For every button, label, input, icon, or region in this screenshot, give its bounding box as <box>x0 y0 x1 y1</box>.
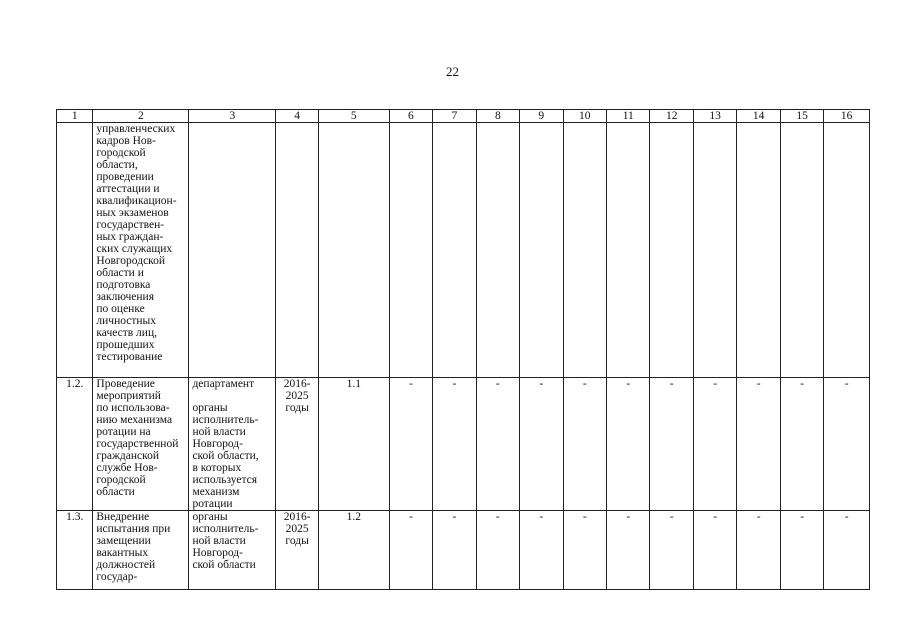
column-header-12: 12 <box>650 110 693 123</box>
cell-text-line: по оценке <box>96 303 145 315</box>
cell-text-line: подготовка <box>96 279 151 291</box>
cell-text-line: личностных <box>96 315 157 327</box>
cell-text-line: Новгород- <box>192 547 243 559</box>
indicator-number: 1.1 <box>318 378 389 511</box>
cell-text-line: ных экзаменов <box>96 207 169 219</box>
column-header-11: 11 <box>607 110 650 123</box>
cell-text-line: 2016- <box>283 511 311 523</box>
cell-text-line: Внедрение <box>96 511 150 523</box>
cell-text-line: аттестации и <box>96 183 160 195</box>
value-cell: - <box>389 511 432 590</box>
measure-name <box>93 378 189 511</box>
value-cell: - <box>563 378 606 511</box>
cell-text-line: области и <box>96 267 144 279</box>
value-cell: - <box>650 378 693 511</box>
measures-table <box>56 109 870 590</box>
period <box>276 378 318 511</box>
value-cell: - <box>780 511 823 590</box>
cell-text-line: Новгородской <box>96 255 166 267</box>
value-cell: - <box>607 378 650 511</box>
value-cell <box>476 123 519 378</box>
measure-name <box>93 511 189 590</box>
column-header-15: 15 <box>780 110 823 123</box>
cell-text-line: ской области <box>192 559 256 571</box>
cell-text-line: тестирование <box>96 351 163 363</box>
cell-text-line: вакантных <box>96 547 149 559</box>
cell-text-line: механизм <box>192 486 240 498</box>
value-cell: - <box>737 511 780 590</box>
column-header-8: 8 <box>476 110 519 123</box>
indicator-number <box>318 123 389 378</box>
cell-text-line: государственной <box>96 438 179 450</box>
cell-text-line: ской области, <box>192 450 259 462</box>
cell-text-line: мероприятий <box>96 390 161 402</box>
table-row <box>57 123 870 378</box>
value-cell <box>737 123 780 378</box>
value-cell: - <box>520 511 563 590</box>
cell-text-line: квалификацион- <box>96 195 177 207</box>
value-cell: - <box>824 378 870 511</box>
value-cell: - <box>693 511 736 590</box>
cell-text-line: прошедших <box>96 339 155 351</box>
cell-text-line: заключения <box>96 291 155 303</box>
cell-text-line: исполнитель- <box>192 523 259 535</box>
value-cell <box>389 123 432 378</box>
column-header-6: 6 <box>389 110 432 123</box>
cell-text-line: ротации <box>192 498 233 510</box>
cell-text-line: по использова- <box>96 402 170 414</box>
value-cell <box>650 123 693 378</box>
cell-text-line: годы <box>285 535 309 547</box>
value-cell <box>824 123 870 378</box>
value-cell: - <box>650 511 693 590</box>
measure-number: 1.2. <box>57 378 93 511</box>
cell-text-line: нию механизма <box>96 414 173 426</box>
cell-text-line: области, <box>96 159 138 171</box>
cell-text-line: годы <box>285 402 309 414</box>
value-cell: - <box>476 511 519 590</box>
cell-text-line: испытания при <box>96 523 171 535</box>
header-row <box>57 110 870 123</box>
table-row <box>57 378 870 511</box>
value-cell <box>520 123 563 378</box>
value-cell: - <box>520 378 563 511</box>
column-header-7: 7 <box>433 110 476 123</box>
value-cell: - <box>737 378 780 511</box>
executor <box>189 378 276 511</box>
measure-number: 1.3. <box>57 511 93 590</box>
cell-text-line: замещении <box>96 535 151 547</box>
cell-text-line: используется <box>192 474 258 486</box>
value-cell: - <box>433 511 476 590</box>
value-cell <box>693 123 736 378</box>
table-body <box>57 123 870 590</box>
column-header-3: 3 <box>189 110 276 123</box>
table-row <box>57 511 870 590</box>
value-cell <box>780 123 823 378</box>
value-cell: - <box>389 378 432 511</box>
column-header-16: 16 <box>824 110 870 123</box>
cell-text-line: 2016- <box>283 378 311 390</box>
column-header-1: 1 <box>57 110 93 123</box>
cell-text-line: кадров Нов- <box>96 135 156 147</box>
value-cell: - <box>433 378 476 511</box>
cell-text-line: городской <box>96 147 146 159</box>
value-cell: - <box>476 378 519 511</box>
measure-number <box>57 123 93 378</box>
cell-text-line: в которых <box>192 462 242 474</box>
indicator-number: 1.2 <box>318 511 389 590</box>
cell-text-line: Новгород- <box>192 438 243 450</box>
cell-text-line: ских служащих <box>96 243 173 255</box>
value-cell <box>433 123 476 378</box>
cell-text-line: области <box>96 486 135 498</box>
cell-text-line: органы <box>192 402 228 414</box>
value-cell: - <box>824 511 870 590</box>
column-header-10: 10 <box>563 110 606 123</box>
value-cell: - <box>780 378 823 511</box>
column-header-9: 9 <box>520 110 563 123</box>
page-number: 22 <box>446 64 459 79</box>
column-header-2: 2 <box>93 110 189 123</box>
cell-text-line: исполнитель- <box>192 414 259 426</box>
cell-text-line: ной власти <box>192 535 246 547</box>
executor <box>189 511 276 590</box>
column-header-5: 5 <box>318 110 389 123</box>
cell-text-line: качеств лиц, <box>96 327 157 339</box>
cell-text-line: Проведение <box>96 378 155 390</box>
cell-text-line: 2025 <box>285 523 309 535</box>
cell-text-line: ротации на <box>96 426 151 438</box>
cell-text-line: управленческих <box>96 123 176 135</box>
cell-text-line: проведении <box>96 171 154 183</box>
cell-text-line: государствен- <box>96 219 165 231</box>
executor <box>189 123 276 378</box>
column-header-4: 4 <box>276 110 318 123</box>
value-cell: - <box>693 378 736 511</box>
cell-text-line: 2025 <box>285 390 309 402</box>
cell-text-line: ной власти <box>192 426 246 438</box>
cell-text-line: должностей <box>96 559 156 571</box>
cell-text-line: городской <box>96 474 146 486</box>
cell-text-line: органы <box>192 511 228 523</box>
column-header-14: 14 <box>737 110 780 123</box>
value-cell: - <box>563 511 606 590</box>
period <box>276 511 318 590</box>
cell-text-line: департамент <box>192 378 255 390</box>
measure-name <box>93 123 189 378</box>
cell-text-line: гражданской <box>96 450 160 462</box>
value-cell: - <box>607 511 650 590</box>
cell-text-line: службе Нов- <box>96 462 158 474</box>
value-cell <box>607 123 650 378</box>
period <box>276 123 318 378</box>
cell-text-line: государ- <box>96 571 138 583</box>
value-cell <box>563 123 606 378</box>
column-header-13: 13 <box>693 110 736 123</box>
cell-text-line: ных граждан- <box>96 231 164 243</box>
